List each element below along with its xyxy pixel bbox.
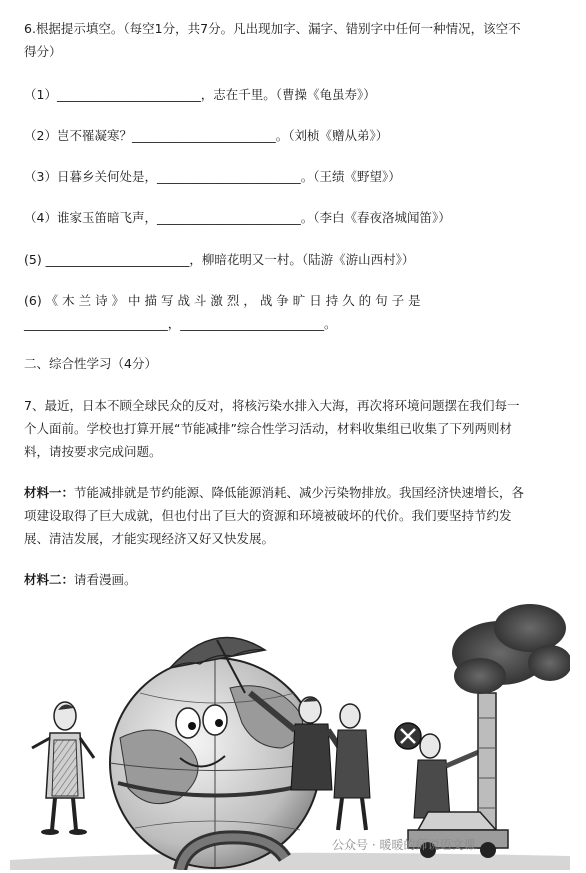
q6-item-3: （3）日暮乡关何处是，_______________________。（王绩《野望》）	[24, 169, 401, 184]
material1-line1	[24, 484, 524, 502]
material2-line	[24, 571, 137, 589]
q6-item-4: （4）谁家玉笛暗飞声，_______________________。（李白《春夜洛城闻笛》）	[24, 210, 451, 225]
q6-header-line1: 6.根据提示填空。（每空1分，共7分。凡出现加字、漏字、错别字中任何一种情况，该空不	[24, 21, 521, 36]
section2-title: 二、综合性学习（4分）	[24, 356, 157, 371]
q6-item-6-line2: _______________________，_______________________。	[24, 316, 337, 331]
q6-header-line2: 得分）	[24, 44, 62, 59]
material2-text: 请看漫画。	[74, 572, 137, 587]
watermark-text: 公众号 · 暖暖的师说语文课	[332, 838, 476, 852]
right-man-figure	[334, 704, 370, 830]
left-man-figure	[32, 702, 94, 835]
q7-line3: 料，请按要求完成问题。	[24, 444, 162, 459]
stop-sign-man-figure	[395, 723, 488, 818]
q7-line1: 7、最近，日本不顾全球民众的反对，将核污染水排入大海，再次将环境问题摆在我们每一	[24, 398, 520, 413]
material2-label: 材料二：	[24, 572, 75, 587]
material1-line2: 项建设取得了巨大成就，但也付出了巨大的资源和环境被破坏的代价。我们要坚持节约发	[24, 508, 512, 523]
q6-item-2: （2）岂不罹凝寒？_______________________。（刘桢《赠从弟》）	[24, 128, 389, 143]
material1-label: 材料一：	[24, 485, 75, 500]
q6-item-5: (5) _______________________，柳暗花明又一村。（陆游《游山西村》）	[24, 252, 415, 267]
material1-line3: 展、清洁发展，才能实现经济又好又快发展。	[24, 531, 275, 546]
q6-item-1: （1）_______________________，志在千里。（曹操《龟虽寿》）	[24, 87, 376, 102]
cartoon-illustration	[10, 598, 570, 870]
material1-text1: 节能减排就是节约能源、降低能源消耗、减少污染物排放。我国经济快速增长，各	[74, 485, 525, 500]
q7-line2: 个人面前。学校也打算开展“节能减排”综合性学习活动，材料收集组已收集了下列两则材	[24, 421, 512, 436]
q6-item-6-line1: (6) 《 木 兰 诗 》 中 描 写 战 斗 激 烈 ， 战 争 旷 日 持 久 的 句 子 是	[24, 293, 421, 308]
